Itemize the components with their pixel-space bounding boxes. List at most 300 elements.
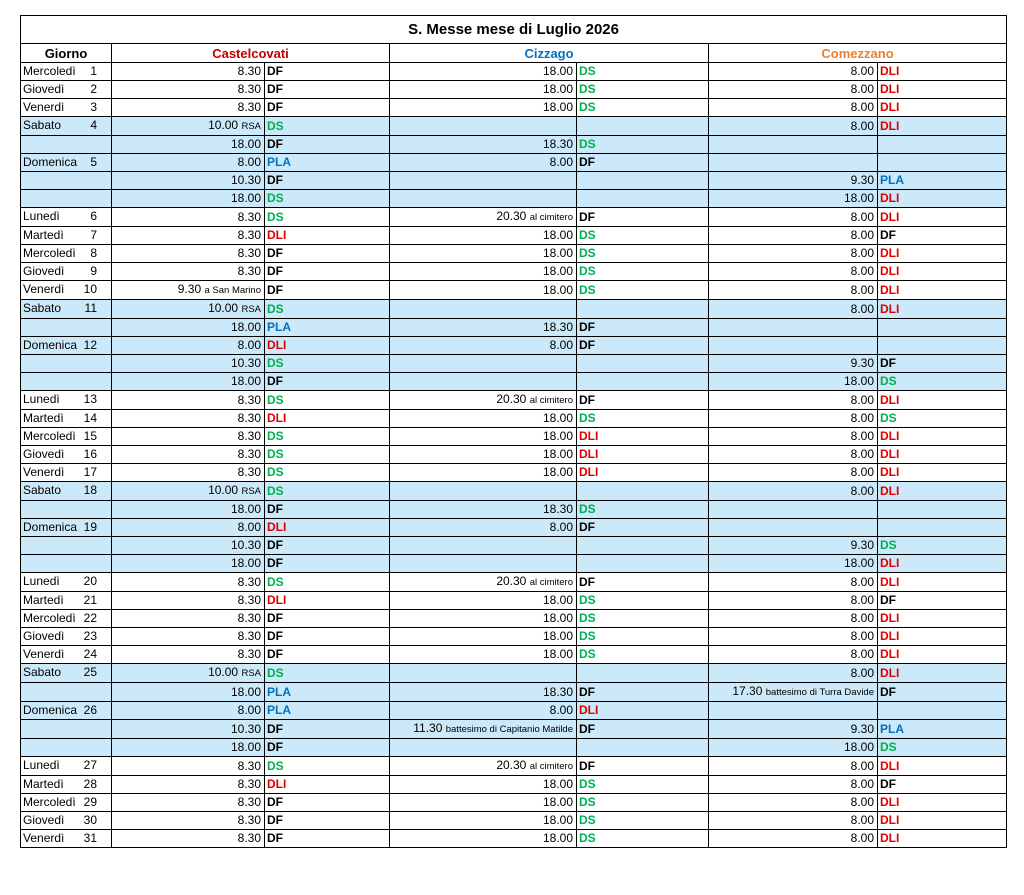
comezzano-time-cell xyxy=(709,720,878,739)
day-number: 22 xyxy=(83,611,97,625)
day-cell xyxy=(21,208,112,227)
castelcovati-time: 8.30 xyxy=(237,611,261,625)
castelcovati-time: 8.30 xyxy=(237,813,261,827)
castelcovati-time: 10.00 xyxy=(208,118,239,132)
castelcovati-time: 10.30 xyxy=(230,538,261,552)
day-name: Mercoledì xyxy=(23,246,76,260)
cizzago-time-cell xyxy=(390,117,577,136)
cizzago-note: al cimitero xyxy=(529,761,573,772)
day-number: 31 xyxy=(83,831,97,845)
table-row xyxy=(21,757,1007,776)
cizzago-time-cell xyxy=(390,391,577,410)
castelcovati-time-cell xyxy=(112,136,265,154)
comezzano-time: 8.00 xyxy=(850,392,874,407)
comezzano-time-cell xyxy=(709,555,878,573)
cizzago-time: 18.00 xyxy=(542,64,573,78)
cizzago-note: al cimitero xyxy=(529,395,573,406)
castelcovati-celebrant-code: DF xyxy=(265,720,390,739)
cizzago-time: 20.30 xyxy=(496,758,527,772)
day-number: 19 xyxy=(83,520,97,534)
cizzago-time-cell xyxy=(390,664,577,683)
day-cell xyxy=(21,757,112,776)
cizzago-time: 18.00 xyxy=(542,228,573,242)
comezzano-time: 8.00 xyxy=(850,118,874,133)
cizzago-time-cell xyxy=(390,373,577,391)
cizzago-celebrant-code: DS xyxy=(577,81,709,99)
castelcovati-time-cell xyxy=(112,227,265,245)
day-cell xyxy=(21,355,112,373)
castelcovati-celebrant-code: DS xyxy=(265,300,390,319)
day-number: 1 xyxy=(90,64,97,78)
comezzano-time: 8.00 xyxy=(850,301,874,316)
day-number: 11 xyxy=(84,301,97,315)
cizzago-time: 18.00 xyxy=(542,82,573,96)
castelcovati-time: 8.30 xyxy=(237,777,261,791)
castelcovati-time-cell xyxy=(112,410,265,428)
castelcovati-time: 8.30 xyxy=(237,795,261,809)
comezzano-time-cell xyxy=(709,263,878,281)
castelcovati-time: 18.00 xyxy=(230,556,261,570)
table-row xyxy=(21,428,1007,446)
comezzano-celebrant-code: DLI xyxy=(878,446,1007,464)
day-cell xyxy=(21,501,112,519)
castelcovati-time: 8.30 xyxy=(237,82,261,96)
header-castelcovati: Castelcovati xyxy=(112,44,390,63)
castelcovati-time: 8.30 xyxy=(237,228,261,242)
cizzago-note: al cimitero xyxy=(529,212,573,223)
day-cell xyxy=(21,281,112,300)
cizzago-time-cell xyxy=(390,99,577,117)
comezzano-celebrant-code: DS xyxy=(878,537,1007,555)
table-row xyxy=(21,537,1007,555)
day-cell xyxy=(21,482,112,501)
header-row xyxy=(21,44,1007,63)
castelcovati-celebrant-code: DF xyxy=(265,794,390,812)
castelcovati-note: a San Marino xyxy=(204,285,261,296)
table-row xyxy=(21,683,1007,702)
castelcovati-time-cell xyxy=(112,300,265,319)
cizzago-celebrant-code xyxy=(577,190,709,208)
comezzano-celebrant-code: DLI xyxy=(878,81,1007,99)
cizzago-celebrant-code: DS xyxy=(577,281,709,300)
table-row xyxy=(21,646,1007,664)
castelcovati-time-cell xyxy=(112,610,265,628)
cizzago-time: 18.00 xyxy=(542,647,573,661)
comezzano-note: battesimo di Turra Davide xyxy=(765,687,874,698)
castelcovati-celebrant-code: PLA xyxy=(265,319,390,337)
cizzago-celebrant-code: DS xyxy=(577,263,709,281)
cizzago-celebrant-code xyxy=(577,300,709,319)
comezzano-time-cell xyxy=(709,464,878,482)
day-number: 6 xyxy=(90,209,97,223)
day-cell xyxy=(21,573,112,592)
comezzano-time: 8.00 xyxy=(850,447,874,461)
cizzago-time: 18.00 xyxy=(542,629,573,643)
day-number: 5 xyxy=(90,155,97,169)
comezzano-celebrant-code xyxy=(878,519,1007,537)
castelcovati-time: 8.30 xyxy=(237,593,261,607)
day-cell xyxy=(21,154,112,172)
table-row xyxy=(21,190,1007,208)
castelcovati-celebrant-code: DS xyxy=(265,355,390,373)
page-title: S. Messe mese di Luglio 2026 xyxy=(21,16,1007,44)
day-number: 12 xyxy=(83,338,97,352)
cizzago-time: 18.00 xyxy=(542,282,573,297)
table-row xyxy=(21,830,1007,848)
cizzago-time-cell xyxy=(390,537,577,555)
comezzano-celebrant-code: DS xyxy=(878,373,1007,391)
castelcovati-time: 10.30 xyxy=(230,721,261,736)
castelcovati-time: 18.00 xyxy=(230,374,261,388)
day-cell xyxy=(21,391,112,410)
cizzago-time: 18.00 xyxy=(542,264,573,278)
castelcovati-celebrant-code: DLI xyxy=(265,410,390,428)
comezzano-time-cell xyxy=(709,446,878,464)
cizzago-time-cell xyxy=(390,720,577,739)
cizzago-celebrant-code: DS xyxy=(577,794,709,812)
table-row xyxy=(21,136,1007,154)
comezzano-celebrant-code: DLI xyxy=(878,190,1007,208)
castelcovati-time-cell xyxy=(112,776,265,794)
table-row xyxy=(21,446,1007,464)
day-name: Domenica xyxy=(23,338,78,352)
day-cell xyxy=(21,190,112,208)
comezzano-celebrant-code: DLI xyxy=(878,646,1007,664)
comezzano-time-cell xyxy=(709,592,878,610)
cizzago-celebrant-code: DS xyxy=(577,410,709,428)
day-cell xyxy=(21,81,112,99)
comezzano-celebrant-code: DLI xyxy=(878,664,1007,683)
cizzago-celebrant-code xyxy=(577,355,709,373)
castelcovati-time-cell xyxy=(112,519,265,537)
castelcovati-time: 8.30 xyxy=(237,647,261,661)
comezzano-time: 9.30 xyxy=(850,173,874,187)
header-giorno: Giorno xyxy=(21,44,112,63)
castelcovati-time-cell xyxy=(112,263,265,281)
castelcovati-time-cell xyxy=(112,555,265,573)
cizzago-celebrant-code: DLI xyxy=(577,446,709,464)
cizzago-time-cell xyxy=(390,646,577,664)
cizzago-time-cell xyxy=(390,519,577,537)
comezzano-celebrant-code: DF xyxy=(878,227,1007,245)
day-name: Mercoledì xyxy=(23,64,76,78)
day-name: Venerdì xyxy=(23,647,65,661)
comezzano-celebrant-code: PLA xyxy=(878,172,1007,190)
day-name: Mercoledì xyxy=(23,795,76,809)
castelcovati-celebrant-code: DF xyxy=(265,281,390,300)
day-cell xyxy=(21,683,112,702)
castelcovati-note: RSA xyxy=(241,304,261,315)
castelcovati-time-cell xyxy=(112,739,265,757)
cizzago-time: 18.00 xyxy=(542,429,573,443)
castelcovati-celebrant-code: DF xyxy=(265,172,390,190)
table-row xyxy=(21,117,1007,136)
table-row xyxy=(21,300,1007,319)
comezzano-time-cell xyxy=(709,610,878,628)
cizzago-time-cell xyxy=(390,573,577,592)
cizzago-time: 8.00 xyxy=(549,155,573,169)
cizzago-time-cell xyxy=(390,446,577,464)
comezzano-time: 9.30 xyxy=(850,356,874,370)
castelcovati-note: RSA xyxy=(241,121,261,132)
cizzago-time-cell xyxy=(390,263,577,281)
castelcovati-time-cell xyxy=(112,683,265,702)
comezzano-time-cell xyxy=(709,99,878,117)
comezzano-time-cell xyxy=(709,646,878,664)
day-cell xyxy=(21,646,112,664)
comezzano-time: 8.00 xyxy=(850,228,874,242)
cizzago-time-cell xyxy=(390,592,577,610)
comezzano-time-cell xyxy=(709,830,878,848)
comezzano-time: 8.00 xyxy=(850,483,874,498)
table-row xyxy=(21,81,1007,99)
comezzano-time-cell xyxy=(709,117,878,136)
cizzago-celebrant-code xyxy=(577,739,709,757)
table-row xyxy=(21,482,1007,501)
day-cell xyxy=(21,136,112,154)
castelcovati-time: 8.30 xyxy=(237,264,261,278)
castelcovati-time: 10.00 xyxy=(208,665,239,679)
comezzano-time-cell xyxy=(709,281,878,300)
day-name: Domenica xyxy=(23,703,78,717)
castelcovati-time-cell xyxy=(112,81,265,99)
cizzago-time-cell xyxy=(390,227,577,245)
table-row xyxy=(21,519,1007,537)
comezzano-time-cell xyxy=(709,428,878,446)
castelcovati-time: 10.00 xyxy=(208,301,239,315)
day-number: 23 xyxy=(83,629,97,643)
castelcovati-time-cell xyxy=(112,812,265,830)
comezzano-time-cell xyxy=(709,190,878,208)
day-number: 28 xyxy=(83,777,97,791)
comezzano-celebrant-code: DLI xyxy=(878,300,1007,319)
day-number: 9 xyxy=(90,264,97,278)
castelcovati-note: RSA xyxy=(241,486,261,497)
table-row xyxy=(21,592,1007,610)
castelcovati-celebrant-code: DS xyxy=(265,664,390,683)
comezzano-time: 8.00 xyxy=(850,209,874,224)
castelcovati-note: RSA xyxy=(241,668,261,679)
cizzago-time-cell xyxy=(390,757,577,776)
day-number: 13 xyxy=(83,392,97,406)
comezzano-time: 8.00 xyxy=(850,100,874,114)
day-cell xyxy=(21,592,112,610)
castelcovati-celebrant-code: DS xyxy=(265,428,390,446)
table-row xyxy=(21,263,1007,281)
castelcovati-celebrant-code: DF xyxy=(265,63,390,81)
cizzago-celebrant-code: DF xyxy=(577,757,709,776)
day-cell xyxy=(21,519,112,537)
comezzano-time-cell xyxy=(709,482,878,501)
day-name: Sabato xyxy=(23,118,62,132)
castelcovati-time-cell xyxy=(112,154,265,172)
comezzano-time-cell xyxy=(709,776,878,794)
castelcovati-time-cell xyxy=(112,117,265,136)
castelcovati-celebrant-code: DF xyxy=(265,830,390,848)
comezzano-time: 9.30 xyxy=(850,538,874,552)
cizzago-time-cell xyxy=(390,208,577,227)
cizzago-celebrant-code: DS xyxy=(577,501,709,519)
table-row xyxy=(21,245,1007,263)
comezzano-time-cell xyxy=(709,373,878,391)
comezzano-celebrant-code: PLA xyxy=(878,720,1007,739)
comezzano-celebrant-code: DLI xyxy=(878,757,1007,776)
cizzago-time-cell xyxy=(390,464,577,482)
day-cell xyxy=(21,446,112,464)
day-cell xyxy=(21,373,112,391)
day-number: 10 xyxy=(83,282,97,296)
cizzago-celebrant-code xyxy=(577,373,709,391)
cizzago-celebrant-code: DS xyxy=(577,776,709,794)
comezzano-celebrant-code: DLI xyxy=(878,428,1007,446)
castelcovati-time: 8.30 xyxy=(237,64,261,78)
cizzago-time: 18.00 xyxy=(542,795,573,809)
castelcovati-time: 8.00 xyxy=(237,703,261,717)
cizzago-time-cell xyxy=(390,172,577,190)
castelcovati-time: 8.30 xyxy=(237,447,261,461)
comezzano-celebrant-code: DLI xyxy=(878,117,1007,136)
day-name: Martedì xyxy=(23,228,64,242)
cizzago-celebrant-code: DS xyxy=(577,628,709,646)
comezzano-celebrant-code: DLI xyxy=(878,391,1007,410)
header-cizzago: Cizzago xyxy=(390,44,709,63)
comezzano-celebrant-code: DLI xyxy=(878,245,1007,263)
table-row xyxy=(21,373,1007,391)
table-row xyxy=(21,464,1007,482)
cizzago-time-cell xyxy=(390,610,577,628)
cizzago-celebrant-code: DS xyxy=(577,610,709,628)
cizzago-time: 18.30 xyxy=(542,137,573,151)
comezzano-time: 8.00 xyxy=(850,831,874,845)
day-name: Giovedì xyxy=(23,629,65,643)
comezzano-celebrant-code: DF xyxy=(878,355,1007,373)
comezzano-time: 8.00 xyxy=(850,647,874,661)
comezzano-time-cell xyxy=(709,794,878,812)
day-number: 16 xyxy=(83,447,97,461)
castelcovati-time-cell xyxy=(112,208,265,227)
cizzago-celebrant-code: DF xyxy=(577,391,709,410)
day-number: 27 xyxy=(83,758,97,772)
day-cell xyxy=(21,610,112,628)
comezzano-time-cell xyxy=(709,391,878,410)
castelcovati-time-cell xyxy=(112,482,265,501)
castelcovati-celebrant-code: DF xyxy=(265,646,390,664)
castelcovati-time-cell xyxy=(112,664,265,683)
day-name: Sabato xyxy=(23,483,62,497)
cizzago-celebrant-code xyxy=(577,664,709,683)
cizzago-celebrant-code: DF xyxy=(577,154,709,172)
comezzano-time-cell xyxy=(709,355,878,373)
day-cell xyxy=(21,172,112,190)
day-name: Lunedì xyxy=(23,392,60,406)
castelcovati-time-cell xyxy=(112,628,265,646)
castelcovati-time: 18.00 xyxy=(230,191,261,205)
comezzano-time: 18.00 xyxy=(843,556,874,570)
day-cell xyxy=(21,410,112,428)
castelcovati-time: 18.00 xyxy=(230,137,261,151)
cizzago-celebrant-code: DS xyxy=(577,812,709,830)
castelcovati-time-cell xyxy=(112,319,265,337)
cizzago-celebrant-code: DF xyxy=(577,337,709,355)
cizzago-celebrant-code: DS xyxy=(577,136,709,154)
cizzago-celebrant-code: DS xyxy=(577,99,709,117)
cizzago-time: 8.00 xyxy=(549,520,573,534)
day-cell xyxy=(21,830,112,848)
cizzago-celebrant-code: DF xyxy=(577,208,709,227)
day-cell xyxy=(21,428,112,446)
day-name: Mercoledì xyxy=(23,611,76,625)
cizzago-note: al cimitero xyxy=(529,577,573,588)
castelcovati-time: 10.30 xyxy=(230,173,261,187)
table-row xyxy=(21,63,1007,81)
comezzano-time-cell xyxy=(709,136,878,154)
castelcovati-celebrant-code: DS xyxy=(265,391,390,410)
day-name: Martedì xyxy=(23,411,64,425)
comezzano-time-cell xyxy=(709,337,878,355)
table-row xyxy=(21,573,1007,592)
cizzago-celebrant-code xyxy=(577,117,709,136)
comezzano-time: 8.00 xyxy=(850,246,874,260)
castelcovati-celebrant-code: DLI xyxy=(265,776,390,794)
cizzago-time: 18.00 xyxy=(542,411,573,425)
cizzago-time-cell xyxy=(390,482,577,501)
day-cell xyxy=(21,319,112,337)
castelcovati-time: 8.30 xyxy=(237,209,261,224)
cizzago-time: 18.30 xyxy=(542,320,573,334)
day-name: Giovedì xyxy=(23,82,65,96)
cizzago-time: 18.00 xyxy=(542,465,573,479)
comezzano-time: 8.00 xyxy=(850,665,874,680)
cizzago-time-cell xyxy=(390,281,577,300)
table-row xyxy=(21,720,1007,739)
castelcovati-celebrant-code: DS xyxy=(265,446,390,464)
cizzago-celebrant-code xyxy=(577,482,709,501)
castelcovati-time-cell xyxy=(112,830,265,848)
title-row xyxy=(21,16,1007,44)
day-cell xyxy=(21,300,112,319)
comezzano-celebrant-code xyxy=(878,136,1007,154)
cizzago-time: 18.00 xyxy=(542,246,573,260)
castelcovati-celebrant-code: PLA xyxy=(265,154,390,172)
castelcovati-time-cell xyxy=(112,646,265,664)
cizzago-celebrant-code: DF xyxy=(577,319,709,337)
castelcovati-celebrant-code: DF xyxy=(265,263,390,281)
day-number: 4 xyxy=(90,118,97,132)
comezzano-time: 17.30 xyxy=(732,684,763,698)
comezzano-time: 8.00 xyxy=(850,795,874,809)
comezzano-celebrant-code: DLI xyxy=(878,482,1007,501)
cizzago-note: battesimo di Capitanio Matilde xyxy=(445,724,573,735)
table-row xyxy=(21,794,1007,812)
table-row xyxy=(21,281,1007,300)
cizzago-time-cell xyxy=(390,739,577,757)
day-cell xyxy=(21,63,112,81)
castelcovati-celebrant-code: DS xyxy=(265,482,390,501)
comezzano-time: 18.00 xyxy=(843,740,874,754)
castelcovati-time-cell xyxy=(112,281,265,300)
cizzago-time-cell xyxy=(390,190,577,208)
cizzago-time: 8.00 xyxy=(549,703,573,717)
castelcovati-time: 10.30 xyxy=(230,356,261,370)
table-row xyxy=(21,391,1007,410)
day-number: 3 xyxy=(90,100,97,114)
castelcovati-celebrant-code: PLA xyxy=(265,702,390,720)
cizzago-time-cell xyxy=(390,702,577,720)
castelcovati-time-cell xyxy=(112,391,265,410)
castelcovati-celebrant-code: DF xyxy=(265,739,390,757)
table-row xyxy=(21,628,1007,646)
cizzago-time: 8.00 xyxy=(549,338,573,352)
